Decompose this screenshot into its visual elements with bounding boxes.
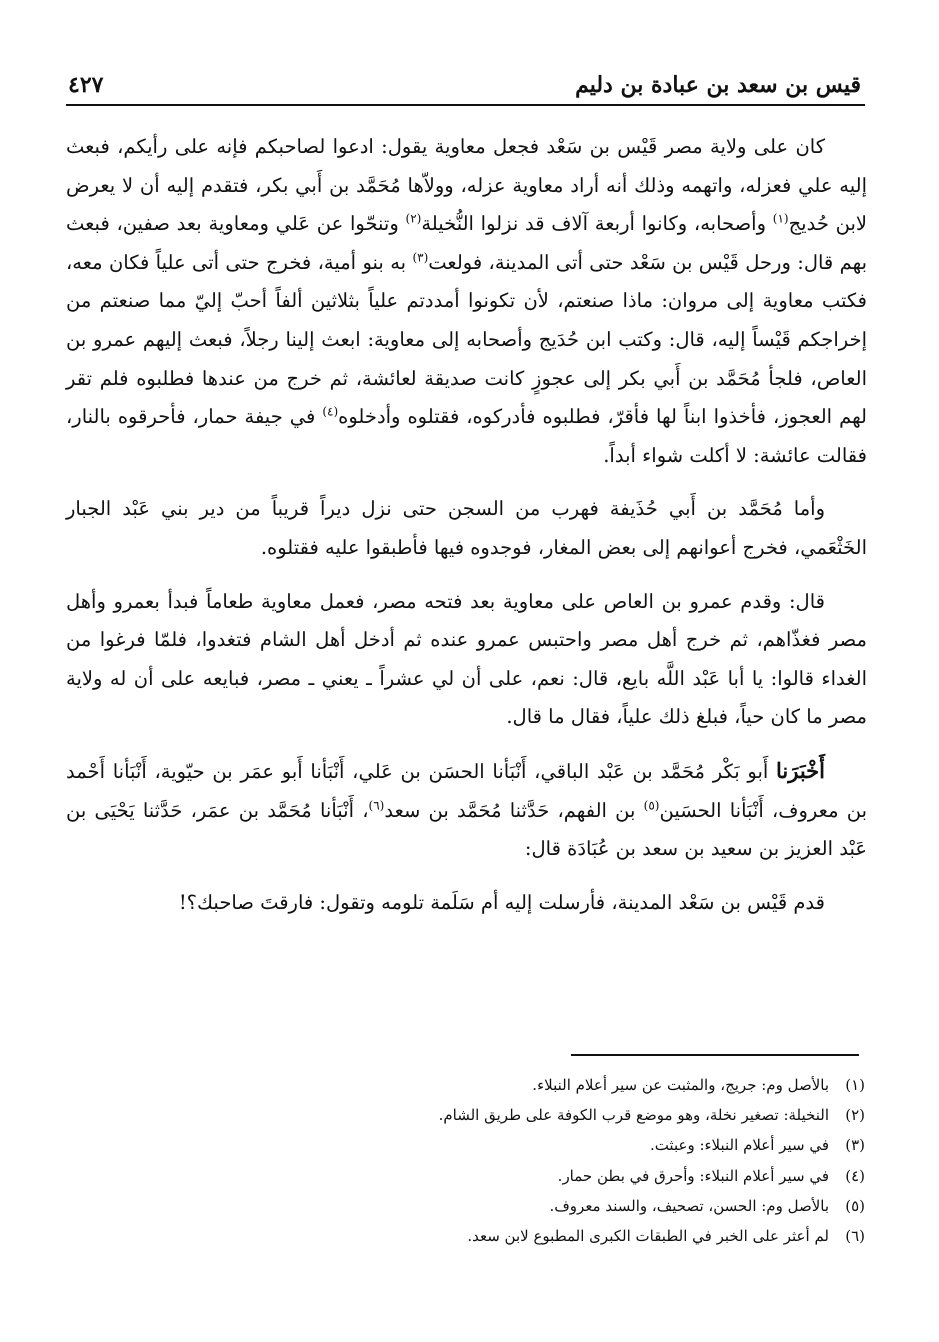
- footnote-number: (٤): [845, 1166, 865, 1185]
- footnote-item: [66, 1070, 865, 1100]
- header-rule: [66, 104, 865, 106]
- footnote-number: (٣): [845, 1136, 865, 1155]
- footnote-ref-5: (٥): [643, 798, 660, 812]
- footnote-ref-6: (٦): [368, 798, 385, 812]
- footnote-item: [66, 1130, 865, 1160]
- footnote-ref-2: (٢): [405, 211, 422, 226]
- footnote-text: بالأصل وم: الحسن، تصحيف، والسند معروف.: [549, 1196, 829, 1215]
- footnote-text: النخيلة: تصغير نخلة، وهو موضع قرب الكوفة على طريق الشام.: [438, 1106, 829, 1125]
- paragraph-4-text: ، أَنْبَأنا مُحَمَّد بن عمَر، حَدَّثنا يَحْيَى بن عَبْد العزيز بن سعيد بن سعد بن عُبَادَة قال:: [66, 798, 867, 861]
- footnote-item: [66, 1221, 865, 1251]
- paragraph-1-text: كان على ولاية مصر قَيْس بن سَعْد فجعل معاوية يقول: ادعوا لصاحبكم فإنه على رأيكم، فبعث إليه علي فعزله، واتهمه وذلك أنه أراد معاوية عزله، وولاّها مُحَمَّد بن أَبي بكر، فتقدم إليه أن لا يعرض لابن حُديج: [66, 135, 867, 236]
- paragraph-1: [66, 128, 867, 475]
- paragraph-4-text: بن الفهم، حَدَّثنا مُحَمَّد بن سعد: [384, 798, 644, 822]
- page-header: [68, 58, 861, 98]
- footnote-item: [66, 1100, 865, 1130]
- footnote-ref-3: (٣): [412, 250, 429, 265]
- footnote-text: في سير أعلام النبلاء: وأحرق في بطن حمار.: [557, 1166, 829, 1185]
- footnote-text: بالأصل وم: جريج، والمثبت عن سير أعلام النبلاء.: [532, 1076, 829, 1094]
- paragraph-1-text: به بنو أمية، فخرج حتى أتى علياً فكان معه، فكتب معاوية إلى مروان: ماذا صنعتم، لأن تكونوا أمددتم علياً بثلاثين ألفاً أحبّ إليّ مما صنعتم من إخراجكم قَيْساً إليه، قال: وكتب ابن حُدَيج وأصحابه إلى معاوية: ابعث إلينا رجلاً، فبعث إليهم عمرو بن العاص، فلجأ مُحَمَّد بن أَبي بكر إلى عجوزٍ كانت صديقة لعائشة، ثم خرج من عندها فطلبوه فلم تقر لهم العجوز، فأخذوا ابناً لها فأقرّ، فطلبوه فأدركوه، فقتلوه وأدخلوه: [66, 250, 867, 429]
- footnote-text: لم أعثر على الخبر في الطبقات الكبرى المطبوع لابن سعد.: [467, 1227, 829, 1246]
- main-text: [66, 128, 867, 937]
- paragraph-3: قال: وقدم عمرو بن العاص على معاوية بعد فتحه مصر، فعمل معاوية طعاماً فبدأ بعمرو وأهل مصر فغذّاهم، ثم خرج أهل مصر واحتبس عمرو عنده ثم أدخل أهل الشام فتغدوا، فلمّا فرغوا من الغداء قالوا: يا أبا عَبْد اللَّه بايع، قال: نعم، على أن لي عشراً ـ يعني ـ مصر، فبايعه على أن له ولاية مصر ما كان حياً، فبلغ ذلك علياً، فقال ما قال.: [66, 589, 867, 729]
- footnote-ref-1: (١): [772, 211, 789, 226]
- footnote-ref-4: (٤): [322, 404, 339, 419]
- paragraph-1-text: وأصحابه، وكانوا أربعة آلاف قد نزلوا النُّخيلة: [421, 212, 773, 236]
- paragraph-4: [66, 752, 867, 869]
- footnote-text: في سير أعلام النبلاء: وعبثت.: [649, 1136, 829, 1155]
- footnote-rule: [571, 1054, 859, 1056]
- footnote-number: (٢): [845, 1106, 865, 1125]
- footnotes-list: [66, 1070, 865, 1251]
- page-number: ٤٢٧: [68, 72, 104, 98]
- paragraph-4-text: أَبو بَكْر مُحَمَّد بن عَبْد الباقي، أَنْبَأنا الحسَن بن عَلي، أَنْبَأنا أَبو عمَر بن حيّوية، أَنْبَأنا أَحْمد بن معروف، أَنْبَأنا الحسَين: [66, 759, 867, 822]
- paragraph-1-text: وتنحّوا عن عَلي ومعاوية بعد صفين، فبعث بهم قال: ورحل قَيْس بن سَعْد حتى أتى المدينة، فولعت: [66, 212, 867, 274]
- footnote-number: (١): [845, 1076, 865, 1094]
- footnote-item: [66, 1161, 865, 1191]
- paragraph-2: وأما مُحَمَّد بن أَبي حُذَيفة فهرب من السجن حتى نزل ديراً قريباً من دير بني عَبْد الجبار الخَثْعَمي، فخرج أعوانهم إلى بعض المغار، فوجدوه فيها فأطبقوا عليه فقتلوه.: [66, 497, 867, 559]
- paragraph-5: قدم قَيْس بن سَعْد المدينة، فأرسلت إليه أم سَلَمة تلومه وتقول: فارقتَ صاحبك؟!: [178, 890, 825, 914]
- running-title: قيس بن سعد بن عبادة بن دليم: [575, 72, 861, 98]
- footnote-number: (٥): [845, 1196, 865, 1215]
- footnote-item: [66, 1191, 865, 1221]
- footnote-number: (٦): [845, 1227, 865, 1246]
- paragraph-1-text: في جيفة حمار، فأحرقوه بالنار، فقالت عائشة: لا أكلت شواء أبداً.: [66, 405, 867, 467]
- isnad-lead-word: أَخْبَرَنا: [776, 757, 825, 783]
